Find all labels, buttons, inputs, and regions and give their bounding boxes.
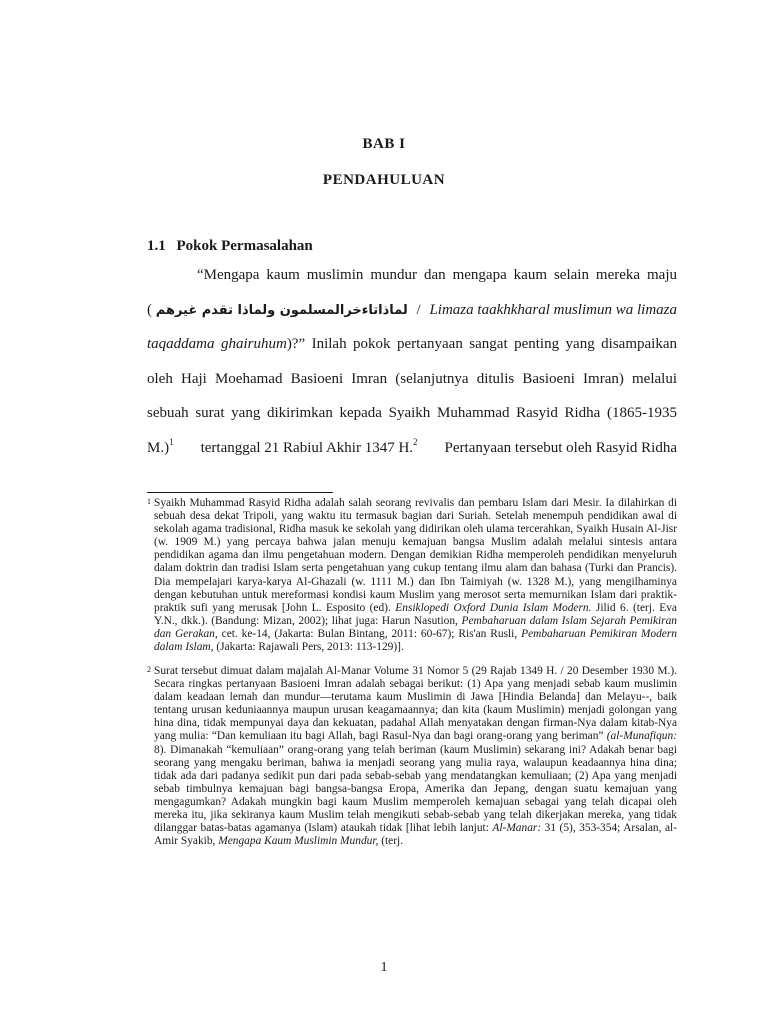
footnote-2-text-c: 31 (5), 353-354; Arsalan, al-Amir Syakib, — [154, 822, 677, 848]
arabic-phrase: لماذاتاءخرالمسلمون ولماذا تقدم غيرهم — [155, 302, 408, 318]
body-line-6-a-text: M.) — [147, 439, 170, 456]
section-heading — [147, 238, 313, 255]
footnote-2-text-b: 8). Dimanakah “kemuliaan” orang-orang yang telah beriman (kaum Muslimin) sekarang ini? Adakah benar bagi seorang yang mengaku beriman, bahwa ia menjadi seorang yang mulia raya, walaupun keadaannya hina dina; tidak ada dari padanya sedikit pun dari pada sebab-sebab yang mendatangkan kemuliaan; (2) Apa yang menjadi sebab timbulnya kemajuan bagi bangsa-bangsa Eropa, Amerika dan Jepang, dengan suatu kemajuan yang mengagumkan? Adakah mungkin bagi kaum Muslim memperoleh kemajuan sebagai yang telah dicapai oleh mereka itu, jika sekiranya kaum Muslim telah mengikuti sebab-sebab yang telah dikerjakan mereka, yang tidak dilanggar batas-batas agamanya (Islam) ataukah tidak [lihat lebih lanjut: — [154, 743, 677, 835]
footnote-1-text-a: Syaikh Muhammad Rasyid Ridha adalah salah seorang revivalis dan pembaru Islam dari Mesir. Ia dilahirkan di sebuah desa dekat Tripoli, yang waktu itu termasuk bagian dari Suriah. Setelah menempuh pendidikan awal di sekolah agama tradisional, Ridha masuk ke sekolah yang didirikan oleh ulama tercerahkan, Syaikh Husain Al-Jisr (w. 1909 M.) yang percaya bahwa jalan menuju kemajuan bangsa Muslim adalah melalui sintesis antara pendidikan agama dan ilmu pengetahuan modern. Dengan demikian Ridha memperoleh pendidikan menyeluruh dalam doktrin dan tradisi Islam serta pengetahuan yang cukup tentang ilmu alam dan bahasa (Turki dan Prancis). Dia mempelajari karya-karya Al-Ghazali (w. 1111 M.) dan Ibn Taimiyah (w. 1328 M.), yang mengilhaminya dengan kebutuhan untuk mereformasi kondisi kaum Muslim yang merosot serta memurnikan Islam dari praktik-praktik sufi yang merusak [John L. Esposito (ed). — [154, 497, 677, 614]
footnote-ref-1[interactable]: 1 — [169, 436, 174, 447]
body-line-6-a — [147, 431, 174, 466]
footnote-2-body — [147, 665, 677, 848]
section-number: 1.1 — [147, 238, 166, 254]
body-line-6-c: Pertanyaan tersebut oleh Rasyid Ridha — [444, 439, 677, 456]
page-number: 1 — [380, 960, 388, 975]
body-line-3 — [147, 327, 677, 362]
footnote-2-text-d: (terj. — [381, 835, 404, 848]
body-line-6-b-text: tertanggal 21 Rabiul Akhir 1347 H. — [200, 439, 414, 456]
footnote-1-mark: 1 — [147, 497, 151, 506]
body-line-4 — [147, 362, 677, 397]
footnote-separator — [147, 492, 333, 493]
footnote-2-italic-3: Mengapa Kaum Muslimin Mundur, — [218, 835, 379, 848]
body-line-5-text: sebuah surat yang dikirimkan kepada Syaikh Muhammad Rasyid Ridha (1865-1935 — [147, 405, 677, 421]
footnote-2-text-a: Surat tersebut dimuat dalam majalah Al-Manar Volume 31 Nomor 5 (29 Rajab 1349 H. / 20 Desember 1930 M.). Secara ringkas pertanyaan Basioeni Imran adalah sebagai berikut: (1) Apa yang menjadi sebab kaum muslimin dalam keadaan lemah dan mundur—terutama kaum Muslimin di Jawa [Hindia Belanda] dan Melayu--, baik tentang urusan keduniaannya maupun urusan keagamaannya; dan kita (kaum Muslimin) menjadi golongan yang hina dina, tidak mempunyai daya dan kekuatan, padahal Allah menyatakan dengan firman-Nya dalam kitab-Nya yang mulia: “Dan kemuliaan itu bagi Allah, bagi Rasul-Nya dan bagi orang-orang yang beriman” — [154, 665, 677, 743]
body-line-1 — [147, 258, 677, 293]
body-line-6 — [147, 431, 677, 466]
body-line-5 — [147, 396, 677, 431]
transliteration-part-2: taqaddama ghairuhum — [147, 336, 287, 352]
footnote-1-italic-2: Pembaharuan dalam Islam Sejarah Pemikiran dan Gerakan, — [154, 614, 677, 640]
body-line-1-text: “Mengapa kaum muslimin mundur dan mengapa kaum selain mereka maju — [197, 267, 677, 283]
footnote-2 — [147, 665, 677, 848]
body-line-6-b — [201, 431, 418, 466]
chapter-heading: BAB I — [362, 136, 406, 152]
section-title: Pokok Permasalahan — [176, 238, 313, 254]
footnote-1-text-b: Jilid 6. (terj. Eva Y.N., dkk.). (Bandung: Mizan, 2002); lihat juga: Harun Nasution, — [154, 601, 677, 627]
body-line-2-open — [147, 293, 408, 328]
body-line-3-text: )?” Inilah pokok pertanyaan sangat penting yang disampaikan — [286, 336, 677, 352]
body-text — [147, 258, 677, 465]
open-paren: ( — [147, 301, 152, 318]
footnote-1-text-c: cet. ke-14, (Jakarta: Bulan Bintang, 2011: 60-67); Ris'an Rusli, — [221, 627, 518, 640]
footnote-1-text-d: (Jakarta: Rajawali Pers, 2013: 113-129)]. — [216, 641, 404, 654]
footnote-2-italic-1: (al-Munafiqun: — [606, 730, 677, 743]
footnote-1-italic-1: Ensiklopedi Oxford Dunia Islam Modern. — [395, 601, 592, 614]
transliteration-part-1: Limaza taakhkharal muslimun wa limaza — [429, 301, 677, 318]
body-line-2 — [147, 293, 677, 328]
footnote-2-mark: 2 — [147, 665, 151, 674]
footnote-ref-2[interactable]: 2 — [413, 436, 418, 447]
body-line-4-text: oleh Haji Moehamad Basioeni Imran (selanjutnya ditulis Basioeni Imran) melalui — [147, 370, 677, 387]
slash-separator: / — [416, 301, 421, 318]
footnote-2-italic-2: Al-Manar: — [492, 822, 542, 835]
footnote-1 — [147, 497, 677, 654]
chapter-title: PENDAHULUAN — [322, 172, 446, 188]
footnote-1-body — [147, 497, 677, 654]
footnote-1-italic-3: Pembaharuan Pemikiran Modern dalam Islam, — [154, 627, 677, 654]
